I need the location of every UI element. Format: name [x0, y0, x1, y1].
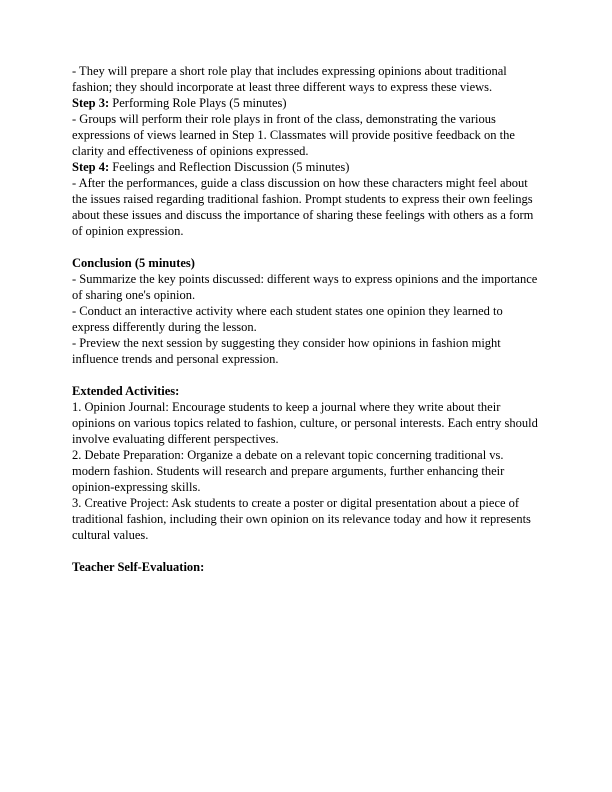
paragraph [72, 335, 540, 367]
paragraph [72, 399, 540, 447]
text-run: - Summarize the key points discussed: different ways to express opinions and the importance of sharing one's opinion. [72, 272, 538, 302]
text-run: - They will prepare a short role play that includes expressing opinions about traditional fashion; they should incorporate at least three different ways to express these views. [72, 64, 507, 94]
bold-text-run: Extended Activities: [72, 384, 180, 398]
bold-text-run: Conclusion (5 minutes) [72, 256, 195, 270]
paragraph [72, 495, 540, 543]
paragraph [72, 63, 540, 95]
paragraph [72, 271, 540, 303]
bold-text-run: Step 4: [72, 160, 110, 174]
paragraph [72, 447, 540, 495]
bold-text-run: Step 3: [72, 96, 110, 110]
text-run: Performing Role Plays (5 minutes) [109, 96, 287, 110]
section-heading [72, 383, 540, 399]
text-run: 2. Debate Preparation: Organize a debate on a relevant topic concerning traditional vs. modern fashion. Students will research and prepare arguments, further enhancing their opinion-expressing skills. [72, 448, 505, 494]
paragraph [72, 303, 540, 335]
text-run: - Conduct an interactive activity where each student states one opinion they learned to express differently during the lesson. [72, 304, 503, 334]
document-body [72, 63, 540, 575]
section-heading [72, 559, 540, 575]
paragraph [72, 111, 540, 159]
text-run: - Preview the next session by suggesting they consider how opinions in fashion might influence trends and personal expression. [72, 336, 501, 366]
section-heading [72, 255, 540, 271]
paragraph [72, 159, 540, 175]
paragraph [72, 175, 540, 239]
text-run: 3. Creative Project: Ask students to create a poster or digital presentation about a piece of traditional fashion, including their own opinion on its relevance today and how it represents cultural values. [72, 496, 531, 542]
bold-text-run: Teacher Self-Evaluation: [72, 560, 205, 574]
text-run: 1. Opinion Journal: Encourage students to keep a journal where they write about their opinions on various topics related to fashion, culture, or personal interests. Each entry should involve evaluating different perspectives. [72, 400, 538, 446]
paragraph [72, 95, 540, 111]
text-run: Feelings and Reflection Discussion (5 minutes) [109, 160, 350, 174]
text-run: - After the performances, guide a class discussion on how these characters might feel about the issues raised regarding traditional fashion. Prompt students to express their own feelings about these issues and discuss the importance of sharing these feelings with others as a form of opinion expression. [72, 176, 534, 238]
text-run: - Groups will perform their role plays in front of the class, demonstrating the various expressions of views learned in Step 1. Classmates will provide positive feedback on the clarity and effectiveness of opinions expressed. [72, 112, 515, 158]
